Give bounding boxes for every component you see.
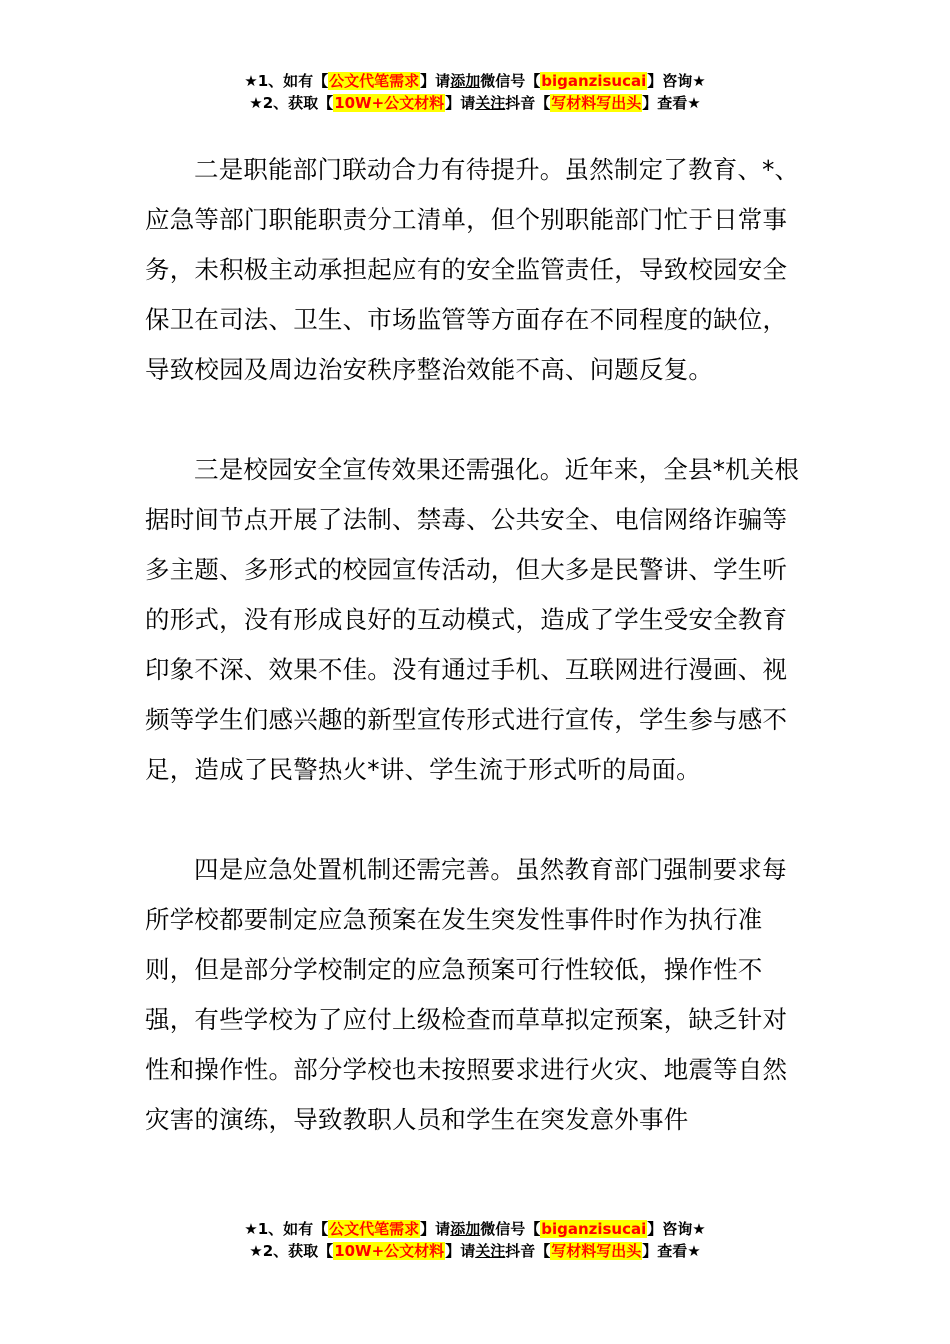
underlined-text: 添加 xyxy=(450,1220,481,1238)
banner-text: 】请 xyxy=(445,1242,476,1260)
highlight-service: 公文代笔需求 xyxy=(329,1220,420,1238)
banner-text: 抖音【 xyxy=(505,94,551,112)
banner-line-1 xyxy=(0,70,950,92)
banner-text: ★1、如有【 xyxy=(244,72,329,90)
underlined-text: 添加 xyxy=(450,72,481,90)
banner-text: 】咨询★ xyxy=(647,72,706,90)
banner-text: 微信号【 xyxy=(480,1220,541,1238)
banner-line-1 xyxy=(0,1218,950,1240)
banner-text: 】咨询★ xyxy=(647,1220,706,1238)
paragraph-4: 四是应急处置机制还需完善。虽然教育部门强制要求每所学校都要制定应急预案在发生突发性事件时作为执行准则，但是部分学校制定的应急预案可行性较低，操作性不强，有些学校为了应付上级检查而草草拟定预案，缺乏针对性和操作性。部分学校也未按照要求进行火灾、地震等自然灾害的演练，导致教职人员和学生在突发意外事件 xyxy=(145,855,788,1134)
banner-text: 】查看★ xyxy=(642,94,701,112)
highlight-douyin-account: 写材料写出头 xyxy=(551,94,642,112)
highlight-materials: 10W+公文材料 xyxy=(334,1242,445,1260)
highlight-materials: 10W+公文材料 xyxy=(334,94,445,112)
document-body xyxy=(145,145,810,1195)
paragraph-3: 三是校园安全宣传效果还需强化。近年来，全县*机关根据时间节点开展了法制、禁毒、公共安全、电信网络诈骗等多主题、多形式的校园宣传活动，但大多是民警讲、学生听的形式，没有形成良好的互动模式，造成了学生受安全教育印象不深、效果不佳。没有通过手机、互联网进行漫画、视频等学生们感兴趣的新型宣传形式进行宣传，学生参与感不足，造成了民警热火*讲、学生流于形式听的局面。 xyxy=(145,455,800,784)
paragraph-2: 二是职能部门联动合力有待提升。虽然制定了教育、*、应急等部门职能职责分工清单，但个别职能部门忙于日常事务，未积极主动承担起应有的安全监管责任，导致校园安全保卫在司法、卫生、市场监管等方面存在不同程度的缺位，导致校园及周边治安秩序整治效能不高、问题反复。 xyxy=(145,155,800,384)
highlight-wechat-id: biganzisucai xyxy=(541,72,647,90)
highlight-service: 公文代笔需求 xyxy=(329,72,420,90)
header-banner xyxy=(0,70,950,114)
underlined-text: 关注 xyxy=(475,94,506,112)
banner-text: ★2、获取【 xyxy=(249,94,334,112)
highlight-wechat-id: biganzisucai xyxy=(541,1220,647,1238)
underlined-text: 关注 xyxy=(475,1242,506,1260)
banner-text: ★2、获取【 xyxy=(249,1242,334,1260)
highlight-douyin-account: 写材料写出头 xyxy=(551,1242,642,1260)
footer-banner xyxy=(0,1218,950,1262)
banner-text: 】请 xyxy=(420,72,451,90)
banner-text: 】请 xyxy=(420,1220,451,1238)
banner-line-2 xyxy=(0,1240,950,1262)
banner-line-2 xyxy=(0,92,950,114)
banner-text: 】请 xyxy=(445,94,476,112)
banner-text: 】查看★ xyxy=(642,1242,701,1260)
banner-text: ★1、如有【 xyxy=(244,1220,329,1238)
banner-text: 抖音【 xyxy=(505,1242,551,1260)
banner-text: 微信号【 xyxy=(480,72,541,90)
